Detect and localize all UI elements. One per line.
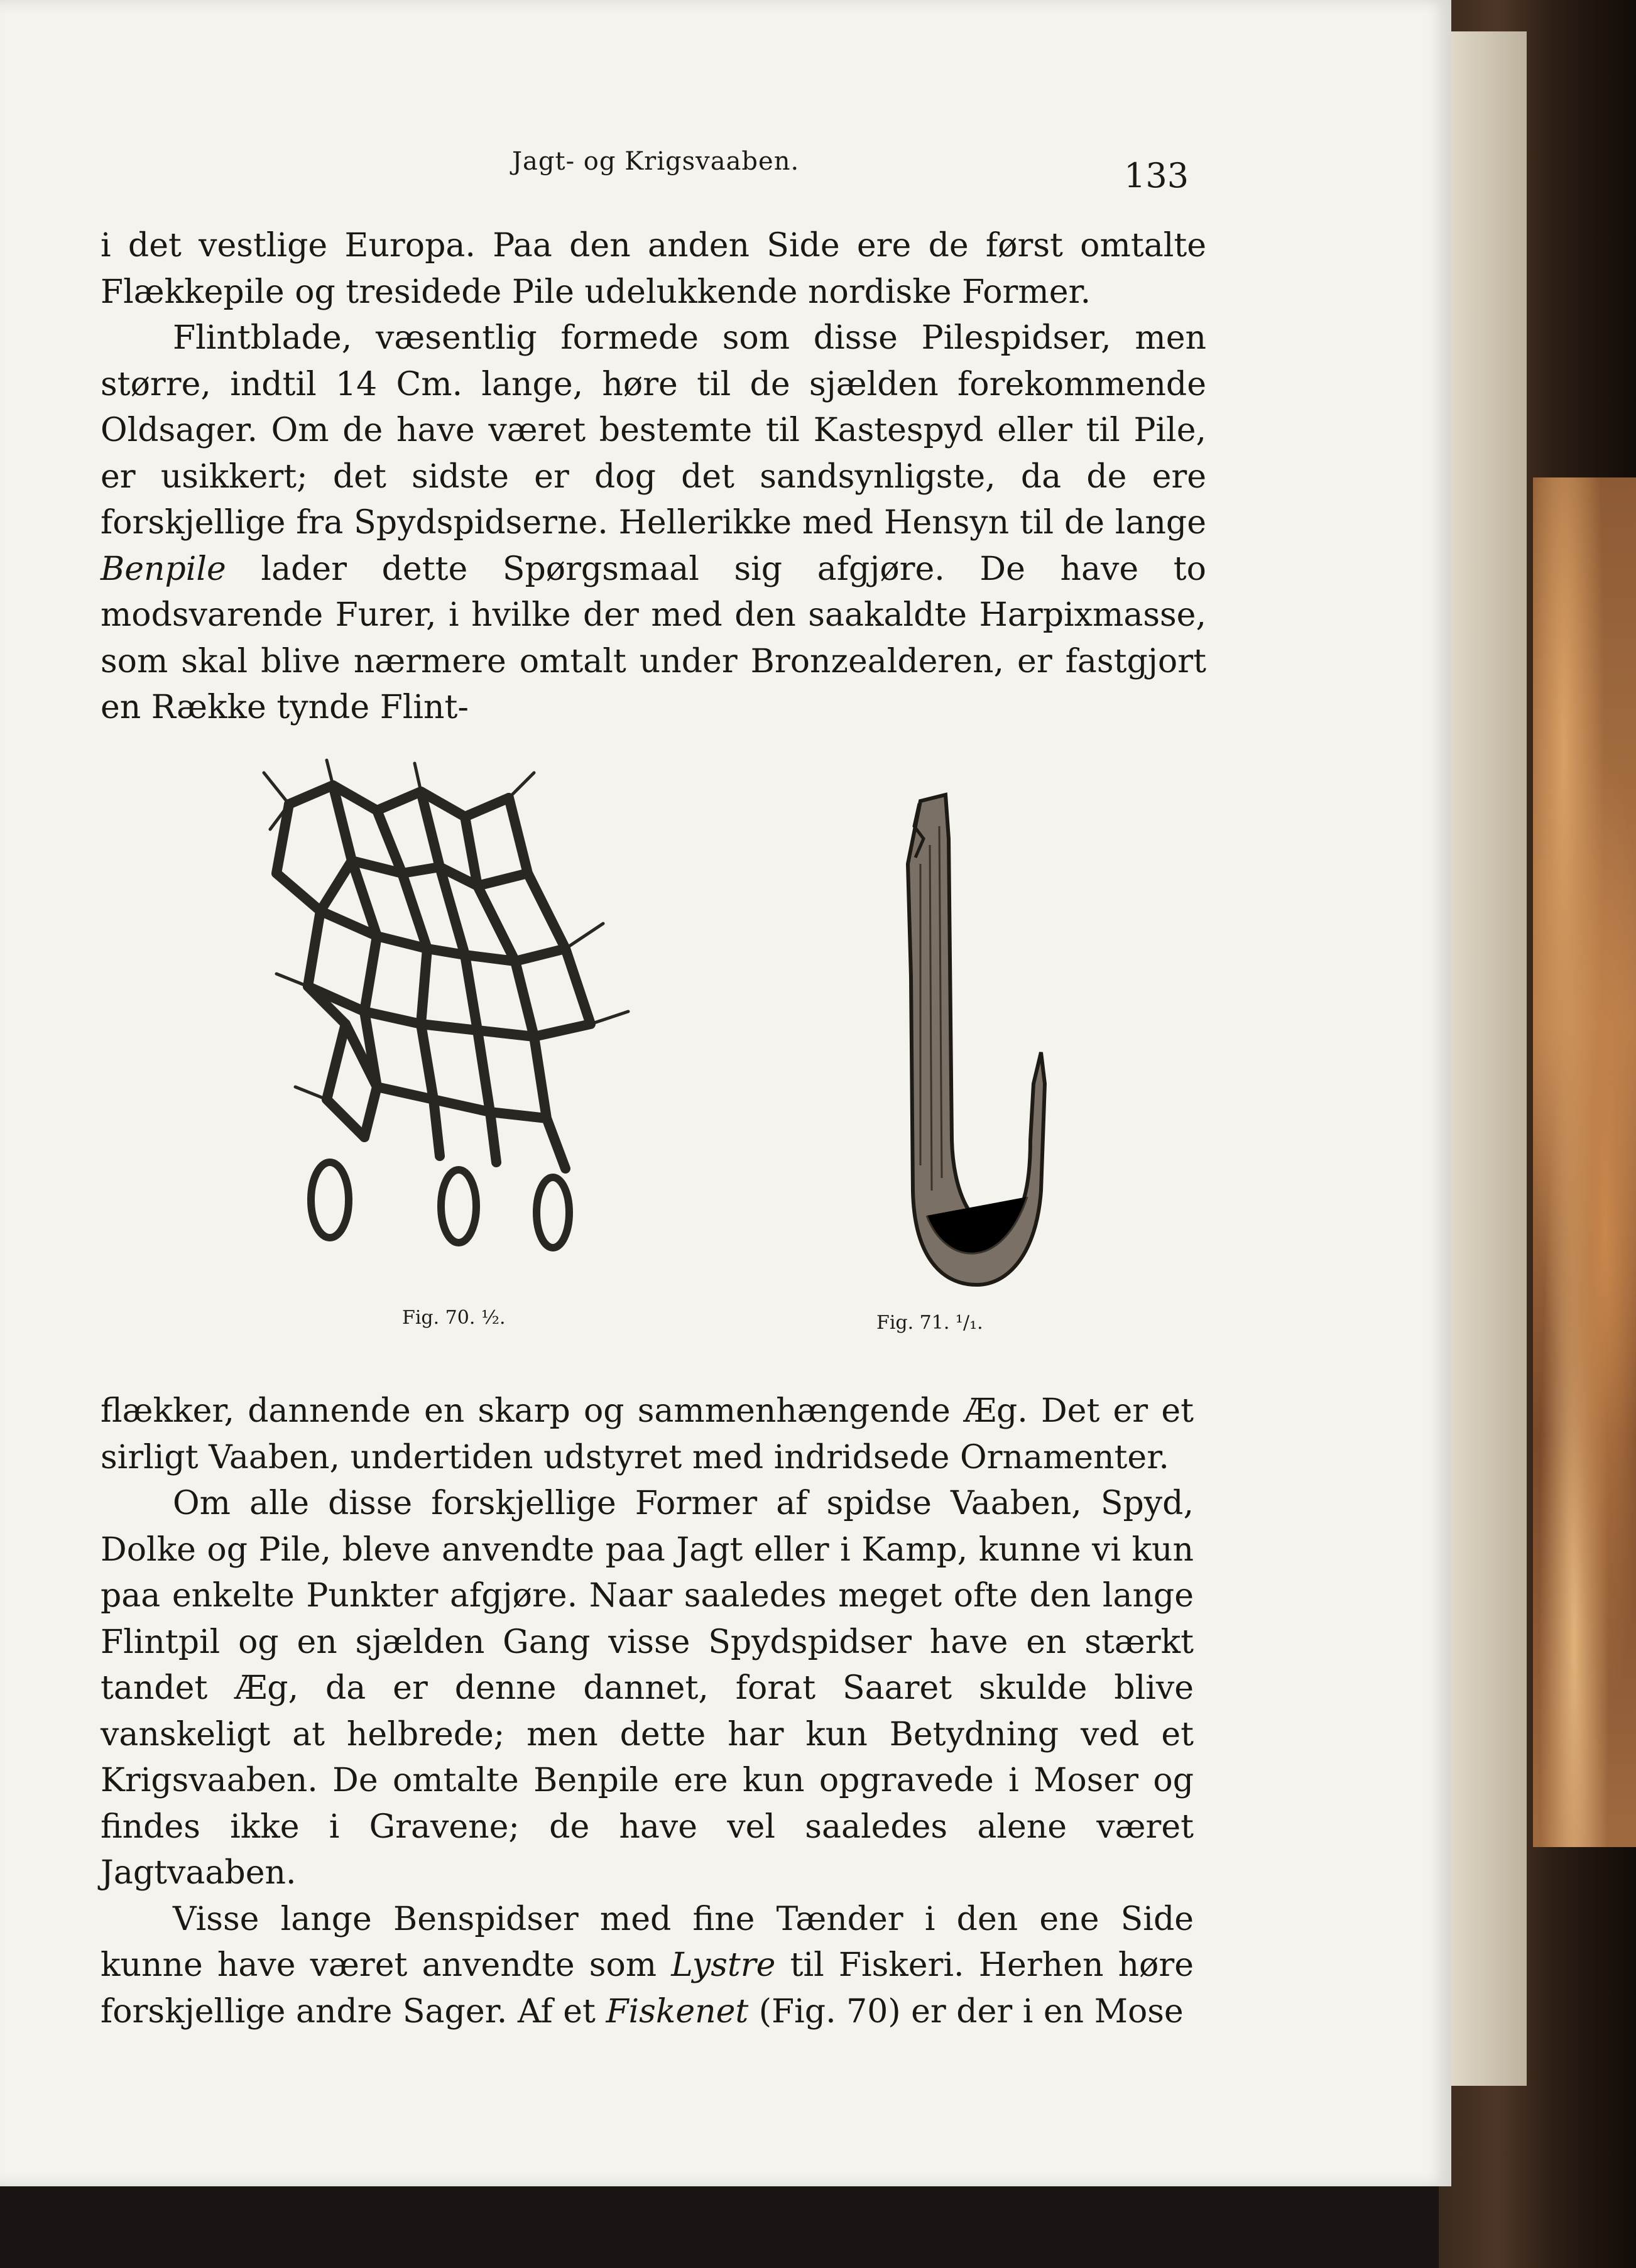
text-run: lader dette Spørgsmaal sig afgjøre. De have to modsvarende Furer, i hvilke der med den saakaldte Harpixmasse, som skal blive nærmere omtalt under Bronzealderen, er fastgjort en Række tynde Flint- bbox=[101, 550, 1206, 726]
text-run: i det vestlige Europa. Paa den anden Side ere de først omtalte Flækkepile og tresidede Pile udelukkende nordiske Former. bbox=[101, 227, 1206, 311]
text-run: Flintblade, væsentlig formede som disse Pilespidser, men større, indtil 14 Cm. lange, høre til de sjælden forekommende Oldsager. Om de have været bestemte til Kastespyd eller til Pile, er usikkert; det sidste er dog det sandsynligste, da de ere forskjellige fra Spydspidserne. Hellerikke med Hensyn til de lange bbox=[101, 319, 1206, 542]
page-edges bbox=[1445, 31, 1527, 2086]
italic-term: Benpile bbox=[101, 550, 226, 588]
page-number: 133 bbox=[1124, 156, 1189, 195]
paragraph bbox=[101, 1481, 1194, 1897]
text-run: (Fig. 70) er der i en Mose bbox=[748, 1992, 1184, 2031]
text-run: Visse lange Benspidser med fine Tænder i den ene Side kunne have været anvendte som bbox=[101, 1900, 1194, 1984]
paragraph bbox=[101, 223, 1206, 315]
text-run: Om alle disse forskjellige Former af spidse Vaaben, Spyd, Dolke og Pile, bleve anvendte paa Jagt eller i Kamp, kunne vi kun paa enkelte Punkter afgjøre. Naar saaledes meget ofte den lange Flintpil og en sjælden Gang visse Spydspidser have en stærkt tandet Æg, da er denne dannet, forat Saaret skulde blive vanskeligt at helbrede; men dette har kun Betydning ved et Krigsvaaben. De omtalte Benpile ere kun opgravede i Moser og findes ikke i Gravene; de have vel saaledes alene været Jagtvaaben. bbox=[101, 1485, 1194, 1892]
text-run: flækker, dannende en skarp og sammenhængende Æg. Det er et sirligt Vaaben, undertiden udstyret med indridsede Ornamenter. bbox=[101, 1392, 1194, 1476]
running-head: Jagt- og Krigsvaaben. bbox=[512, 147, 800, 176]
paragraph bbox=[101, 315, 1206, 731]
bone-fish-hook-icon bbox=[876, 788, 1052, 1291]
marbled-cover bbox=[1533, 477, 1636, 1847]
italic-term: Lystre bbox=[671, 1946, 776, 1984]
text-run: til Fiskeri. Herhen høre forskjellige andre Sager. Af et bbox=[101, 1946, 1194, 2031]
italic-term: Fiskenet bbox=[606, 1992, 749, 2031]
fishing-net-icon bbox=[251, 748, 653, 1275]
figure-70-caption: Fig. 70. ½. bbox=[402, 1307, 506, 1329]
paragraph bbox=[101, 1388, 1194, 1481]
paragraph bbox=[101, 1897, 1194, 2036]
body-text-top bbox=[101, 223, 1206, 731]
figure-71-caption: Fig. 71. ¹/₁. bbox=[876, 1312, 983, 1334]
body-text-bottom bbox=[101, 1388, 1194, 2035]
